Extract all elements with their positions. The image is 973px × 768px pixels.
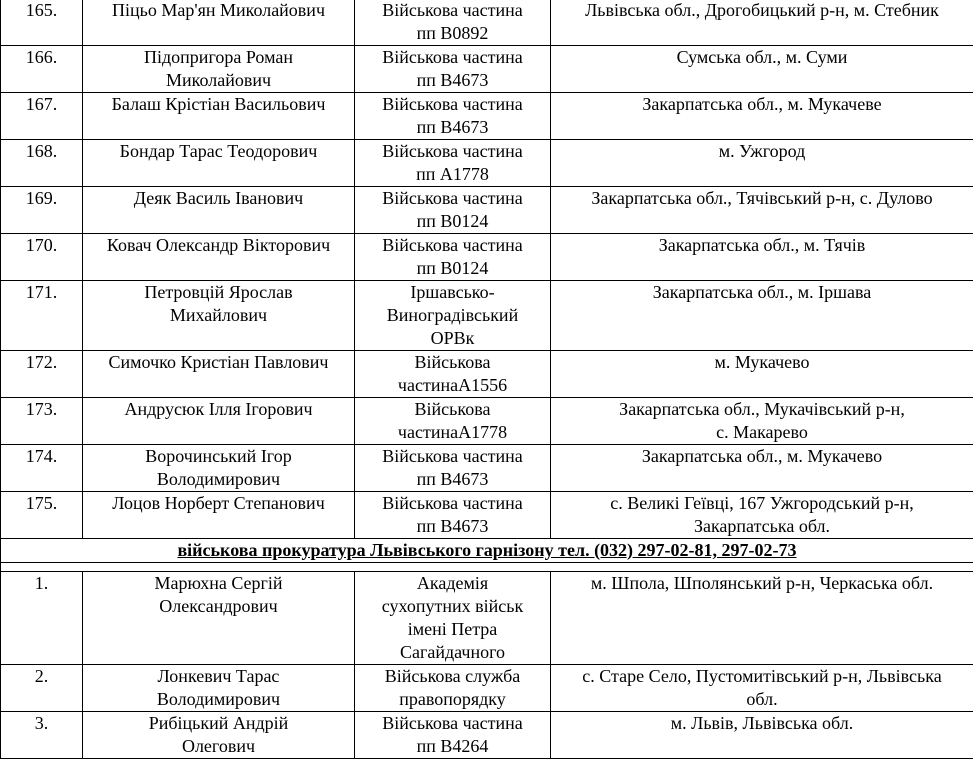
person-name-line: Михайлович: [169, 305, 268, 325]
address-cell: [551, 665, 973, 712]
row-number: 1.: [1, 572, 83, 665]
military-unit-line: Військова частина: [382, 47, 523, 67]
table-row: [1, 281, 973, 351]
table-row: [1, 140, 973, 187]
table-row: [1, 712, 973, 759]
address-cell: [551, 445, 973, 492]
address-line: м. Шпола, Шполянський р-н, Черкаська обл.: [590, 573, 934, 593]
military-unit-cell: [355, 572, 551, 665]
military-unit-line: пп В0124: [416, 211, 489, 231]
person-name-line: Володимирович: [156, 469, 281, 489]
person-name-cell: [83, 140, 355, 187]
person-name-cell: [83, 398, 355, 445]
person-name-line: Лоцов Норберт Степанович: [112, 493, 325, 513]
person-name-line: Симочко Кристіан Павлович: [108, 352, 329, 372]
section-spacer: [1, 563, 973, 572]
table-row: [1, 0, 973, 46]
row-number: 173.: [1, 398, 83, 445]
table-row: [1, 93, 973, 140]
person-name-line: Підопригора Роман: [144, 47, 293, 67]
person-name-line: Бондар Тарас Теодорович: [119, 141, 318, 161]
military-unit-cell: [355, 140, 551, 187]
section-spacer-row: [1, 563, 973, 572]
address-cell: [551, 398, 973, 445]
person-name-line: Марюхна Сергій: [154, 573, 283, 593]
row-number: 3.: [1, 712, 83, 759]
person-name-line: Олександрович: [159, 596, 278, 616]
person-name-line: Ковач Олександр Вікторович: [106, 235, 331, 255]
row-number: 168.: [1, 140, 83, 187]
military-unit-cell: [355, 492, 551, 539]
row-number: 174.: [1, 445, 83, 492]
address-cell: [551, 492, 973, 539]
military-unit-line: пп В4673: [416, 117, 489, 137]
address-cell: [551, 572, 973, 665]
table-row: [1, 398, 973, 445]
military-unit-line: Військова частина: [382, 446, 523, 466]
address-line: м. Ужгород: [718, 141, 806, 161]
person-name-cell: [83, 46, 355, 93]
military-unit-line: пп В4673: [416, 469, 489, 489]
military-unit-line: пп В4264: [416, 736, 489, 756]
person-name-line: Миколайович: [165, 70, 272, 90]
address-cell: [551, 0, 973, 46]
row-number: 172.: [1, 351, 83, 398]
military-unit-line: Військова частина: [382, 0, 523, 20]
military-unit-line: Військова: [414, 399, 491, 419]
military-unit-line: Військова частина: [382, 493, 523, 513]
person-name-cell: [83, 187, 355, 234]
address-cell: [551, 93, 973, 140]
military-unit-cell: [355, 93, 551, 140]
military-unit-cell: [355, 712, 551, 759]
address-line: Закарпатська обл., м. Тячів: [658, 235, 866, 255]
address-line: Закарпатська обл., Мукачівський р-н,: [619, 399, 905, 419]
address-line: Сумська обл., м. Суми: [676, 47, 848, 67]
person-name-cell: [83, 712, 355, 759]
military-unit-line: Військова частина: [382, 94, 523, 114]
address-line: Закарпатська обл.: [693, 516, 831, 536]
person-name-cell: [83, 492, 355, 539]
military-unit-line: Військова частина: [382, 235, 523, 255]
person-name-line: Лонкевич Тарас: [157, 666, 280, 686]
address-line: с. Макарево: [716, 422, 808, 442]
table-body-part-1: [1, 0, 973, 539]
military-unit-line: пп А1778: [416, 164, 489, 184]
address-cell: [551, 351, 973, 398]
military-unit-cell: [355, 234, 551, 281]
address-line: Львівська обл., Дрогобицький р-н, м. Стебник: [585, 0, 939, 20]
address-cell: [551, 712, 973, 759]
person-name-cell: [83, 93, 355, 140]
military-unit-line: сухопутних військ: [381, 596, 524, 616]
address-line: м. Львів, Львівська обл.: [670, 713, 854, 733]
address-line: обл.: [746, 689, 778, 709]
person-name-line: Рибіцький Андрій: [148, 713, 289, 733]
address-line: Закарпатська обл., Тячівський р-н, с. Дулово: [591, 188, 933, 208]
person-name-line: Олегович: [181, 736, 256, 756]
military-unit-cell: [355, 0, 551, 46]
row-number: 165.: [1, 0, 83, 46]
address-line: м. Мукачево: [714, 352, 810, 372]
address-line: с. Великі Геївці, 167 Ужгородський р-н,: [610, 493, 914, 513]
military-unit-line: пп В4673: [416, 70, 489, 90]
row-number: 169.: [1, 187, 83, 234]
military-unit-line: Виноградівський: [386, 305, 519, 325]
military-unit-line: Військова: [414, 352, 491, 372]
military-unit-line: частинаА1778: [397, 422, 508, 442]
person-name-line: Балаш Крістіан Васильович: [111, 94, 326, 114]
military-unit-line: Військова служба: [384, 666, 521, 686]
military-unit-line: частинаА1556: [397, 375, 508, 395]
military-unit-line: Військова частина: [382, 713, 523, 733]
table-row: [1, 351, 973, 398]
table-row: [1, 187, 973, 234]
military-unit-cell: [355, 46, 551, 93]
person-name-cell: [83, 665, 355, 712]
table-row: [1, 492, 973, 539]
row-number: 171.: [1, 281, 83, 351]
person-name-line: Ворочинський Ігор: [145, 446, 292, 466]
military-unit-cell: [355, 665, 551, 712]
military-unit-line: пп В0124: [416, 258, 489, 278]
address-line: с. Старе Село, Пустомитівський р-н, Львівська: [582, 666, 942, 686]
person-name-cell: [83, 572, 355, 665]
table-row: [1, 445, 973, 492]
table-body-part-2: [1, 572, 973, 759]
section-block: [1, 539, 973, 572]
section-heading-row: [1, 539, 973, 563]
military-unit-line: Сагайдачного: [399, 642, 506, 662]
row-number: 2.: [1, 665, 83, 712]
military-unit-line: Військова частина: [382, 188, 523, 208]
person-name-line: Андрусюк Ілля Ігорович: [124, 399, 313, 419]
address-line: Закарпатська обл., м. Мукачеве: [642, 94, 882, 114]
military-unit-line: імені Петра: [407, 619, 498, 639]
address-line: Закарпатська обл., м. Мукачево: [641, 446, 883, 466]
address-cell: [551, 187, 973, 234]
row-number: 175.: [1, 492, 83, 539]
person-name-cell: [83, 234, 355, 281]
military-unit-line: Іршавсько-: [410, 282, 495, 302]
row-number: 167.: [1, 93, 83, 140]
person-name-line: Петровцій Ярослав: [144, 282, 293, 302]
row-number: 166.: [1, 46, 83, 93]
military-unit-cell: [355, 351, 551, 398]
military-unit-line: ОРВк: [430, 328, 475, 348]
address-cell: [551, 281, 973, 351]
military-unit-line: Академія: [416, 573, 489, 593]
address-line: Закарпатська обл., м. Іршава: [652, 282, 872, 302]
military-unit-line: пп В0892: [416, 23, 489, 43]
person-name-cell: [83, 281, 355, 351]
military-unit-cell: [355, 281, 551, 351]
military-unit-cell: [355, 187, 551, 234]
military-unit-cell: [355, 398, 551, 445]
person-name-cell: [83, 445, 355, 492]
address-cell: [551, 46, 973, 93]
person-name-line: Деяк Василь Іванович: [133, 188, 304, 208]
row-number: 170.: [1, 234, 83, 281]
military-unit-cell: [355, 445, 551, 492]
person-name-line: Володимирович: [156, 689, 281, 709]
military-unit-line: Військова частина: [382, 141, 523, 161]
person-name-cell: [83, 0, 355, 46]
military-unit-line: правопорядку: [399, 689, 506, 709]
address-cell: [551, 234, 973, 281]
section-heading: військова прокуратура Львівського гарнізону тел. (032) 297-02-81, 297-02-73: [1, 539, 973, 563]
table-row: [1, 46, 973, 93]
table-row: [1, 572, 973, 665]
address-cell: [551, 140, 973, 187]
table-row: [1, 234, 973, 281]
person-name-cell: [83, 351, 355, 398]
table-row: [1, 665, 973, 712]
person-name-line: Піцьо Мар'ян Миколайович: [111, 0, 325, 20]
military-unit-line: пп В4673: [416, 516, 489, 536]
